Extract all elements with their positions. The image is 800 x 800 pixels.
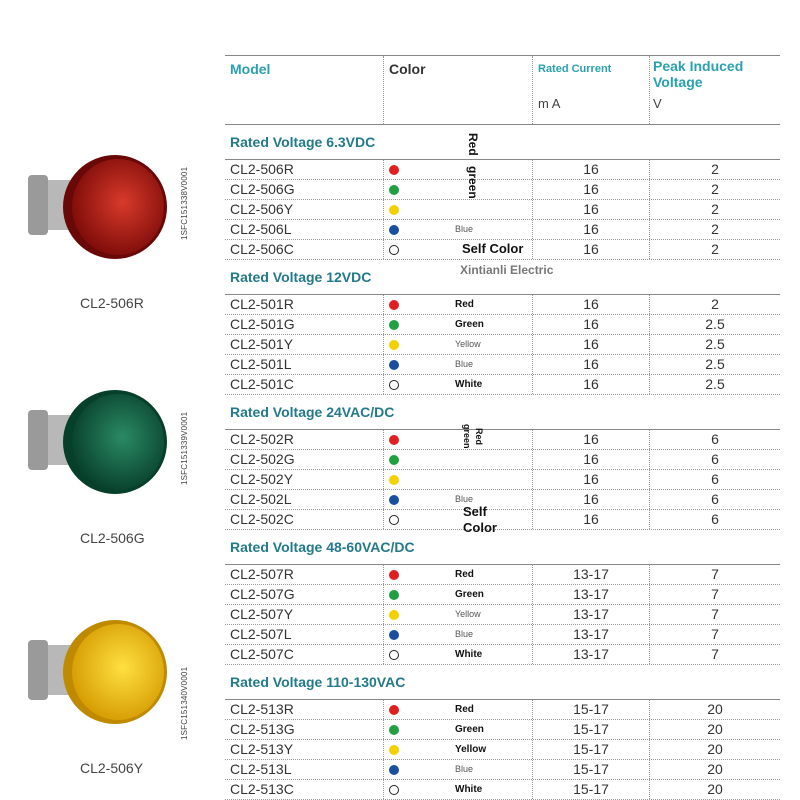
voltage-cell: 7 [711, 646, 719, 662]
current-cell: 13-17 [573, 566, 609, 582]
model-cell: CL2-507R [230, 566, 294, 582]
current-cell: 16 [583, 471, 599, 487]
column-divider [532, 295, 533, 314]
column-divider [532, 510, 533, 529]
table-row [225, 700, 780, 720]
column-divider [532, 720, 533, 739]
column-divider [383, 355, 384, 374]
table-row [225, 720, 780, 740]
color-dot-icon [389, 650, 399, 660]
color-dot-icon [389, 185, 399, 195]
product-label: CL2-506Y [80, 760, 144, 776]
column-divider [532, 180, 533, 199]
voltage-cell: 20 [707, 721, 723, 737]
product-label: CL2-506G [80, 530, 145, 546]
column-divider [532, 335, 533, 354]
current-cell: 16 [583, 201, 599, 217]
voltage-group [225, 665, 780, 800]
column-divider [532, 160, 533, 179]
column-divider [383, 490, 384, 509]
color-dot-icon [389, 435, 399, 445]
voltage-cell: 6 [711, 511, 719, 527]
column-divider [383, 760, 384, 779]
column-divider [383, 200, 384, 219]
voltage-cell: 2.5 [705, 336, 725, 352]
color-name: Blue [455, 224, 474, 234]
column-divider [383, 335, 384, 354]
table-body [225, 125, 780, 800]
overlay-self-color: Self Color [462, 241, 524, 256]
color-name: White [455, 649, 483, 660]
model-cell: CL2-507G [230, 586, 295, 602]
column-divider [532, 315, 533, 334]
voltage-group [225, 395, 780, 530]
table-row [225, 450, 780, 470]
voltage-group [225, 530, 780, 665]
column-divider [532, 220, 533, 239]
color-dot-icon [389, 630, 399, 640]
column-divider [383, 220, 384, 239]
current-cell: 16 [583, 296, 599, 312]
model-cell: CL2-501C [230, 376, 294, 392]
column-divider [383, 315, 384, 334]
current-cell: 16 [583, 316, 599, 332]
column-divider [383, 240, 384, 259]
voltage-cell: 20 [707, 701, 723, 717]
color-dot-icon [389, 570, 399, 580]
column-divider [649, 375, 650, 394]
voltage-cell: 2.5 [705, 376, 725, 392]
table-row [225, 335, 780, 355]
color-name: Green [455, 724, 484, 735]
model-cell: CL2-502L [230, 491, 292, 507]
group-title: Rated Voltage 12VDC [225, 260, 780, 295]
column-divider [383, 625, 384, 644]
model-cell: CL2-502R [230, 431, 294, 447]
column-divider [649, 510, 650, 529]
product-code: 1SFC151340V0001 [180, 666, 189, 740]
group-title: Rated Voltage 6.3VDC [225, 125, 780, 160]
color-name: Red [455, 704, 474, 715]
overlay-self-color-2a: Self [463, 504, 487, 519]
model-cell: CL2-507Y [230, 606, 294, 622]
color-name: Yellow [455, 609, 481, 619]
current-cell: 13-17 [573, 606, 609, 622]
current-cell: 15-17 [573, 761, 609, 777]
column-divider [649, 605, 650, 624]
column-divider [383, 470, 384, 489]
column-divider [532, 645, 533, 664]
column-divider [649, 585, 650, 604]
column-divider [532, 375, 533, 394]
table-row [225, 470, 780, 490]
table-row [225, 605, 780, 625]
color-dot-icon [389, 515, 399, 525]
header-rated-current-unit: m A [538, 96, 561, 111]
table-row [225, 760, 780, 780]
voltage-cell: 6 [711, 431, 719, 447]
voltage-cell: 7 [711, 586, 719, 602]
voltage-cell: 7 [711, 566, 719, 582]
column-divider [649, 355, 650, 374]
voltage-cell: 2 [711, 221, 719, 237]
column-divider [649, 700, 650, 719]
color-name: Green [455, 589, 484, 600]
color-dot-icon [389, 320, 399, 330]
model-cell: CL2-513L [230, 761, 292, 777]
voltage-cell: 20 [707, 781, 723, 797]
color-dot-icon [389, 785, 399, 795]
current-cell: 15-17 [573, 721, 609, 737]
color-dot-icon [389, 725, 399, 735]
model-cell: CL2-506C [230, 241, 294, 257]
watermark: Xintianli Electric [460, 263, 554, 277]
current-cell: 16 [583, 336, 599, 352]
column-divider [532, 760, 533, 779]
column-divider [532, 200, 533, 219]
table-row [225, 490, 780, 510]
voltage-cell: 2.5 [705, 356, 725, 372]
column-divider [649, 335, 650, 354]
model-cell: CL2-506Y [230, 201, 294, 217]
color-dot-icon [389, 610, 399, 620]
column-divider [649, 200, 650, 219]
table-row [225, 565, 780, 585]
product-code: 1SFC151339V0001 [180, 411, 189, 485]
column-divider [532, 700, 533, 719]
group-title: Rated Voltage 110-130VAC [225, 665, 780, 700]
column-divider [383, 430, 384, 449]
table-row [225, 295, 780, 315]
color-dot-icon [389, 495, 399, 505]
column-divider [532, 355, 533, 374]
color-name: White [455, 784, 483, 795]
column-divider [383, 295, 384, 314]
table-row [225, 200, 780, 220]
column-divider [649, 490, 650, 509]
column-divider [383, 180, 384, 199]
voltage-cell: 6 [711, 491, 719, 507]
model-cell: CL2-513G [230, 721, 295, 737]
table-row [225, 355, 780, 375]
column-divider [532, 490, 533, 509]
column-divider [383, 565, 384, 584]
voltage-cell: 2 [711, 181, 719, 197]
table-row [225, 430, 780, 450]
table-row [225, 180, 780, 200]
current-cell: 13-17 [573, 586, 609, 602]
model-cell: CL2-507L [230, 626, 292, 642]
model-cell: CL2-501L [230, 356, 292, 372]
header-rated-current: Rated Current [538, 63, 612, 75]
table-row [225, 220, 780, 240]
current-cell: 13-17 [573, 626, 609, 642]
column-divider [532, 625, 533, 644]
product-red [0, 130, 200, 330]
model-cell: CL2-501R [230, 296, 294, 312]
current-cell: 16 [583, 241, 599, 257]
voltage-cell: 20 [707, 761, 723, 777]
voltage-group [225, 260, 780, 395]
column-divider [649, 160, 650, 179]
column-divider [649, 450, 650, 469]
color-dot-icon [389, 225, 399, 235]
voltage-cell: 2 [711, 241, 719, 257]
model-cell: CL2-502C [230, 511, 294, 527]
column-divider [532, 240, 533, 259]
color-name: Green [455, 319, 484, 330]
color-name: Red [455, 569, 474, 580]
current-cell: 16 [583, 431, 599, 447]
column-divider [383, 375, 384, 394]
model-cell: CL2-513Y [230, 741, 294, 757]
column-divider [649, 240, 650, 259]
column-divider [649, 565, 650, 584]
column-divider [649, 645, 650, 664]
voltage-cell: 7 [711, 606, 719, 622]
voltage-cell: 2 [711, 201, 719, 217]
table-row [225, 780, 780, 800]
color-name: Blue [455, 629, 474, 639]
overlay-green-vertical-2: green [462, 424, 472, 449]
column-divider [649, 295, 650, 314]
model-cell: CL2-506R [230, 161, 294, 177]
product-code: 1SFC151338V0001 [180, 166, 189, 240]
column-divider [383, 160, 384, 179]
model-cell: CL2-502Y [230, 471, 294, 487]
current-cell: 16 [583, 356, 599, 372]
header-peak-voltage: Peak Induced Voltage [653, 58, 744, 90]
model-cell: CL2-501Y [230, 336, 294, 352]
table-row [225, 510, 780, 530]
model-cell: CL2-507C [230, 646, 294, 662]
group-title: Rated Voltage 48-60VAC/DC [225, 530, 780, 565]
model-cell: CL2-506G [230, 181, 295, 197]
current-cell: 15-17 [573, 741, 609, 757]
color-dot-icon [389, 455, 399, 465]
color-dot-icon [389, 165, 399, 175]
current-cell: 15-17 [573, 701, 609, 717]
current-cell: 16 [583, 181, 599, 197]
column-divider [532, 565, 533, 584]
overlay-green-vertical: green [466, 166, 480, 199]
current-cell: 16 [583, 376, 599, 392]
spec-table [225, 55, 780, 800]
table-header [225, 55, 780, 125]
color-dot-icon [389, 245, 399, 255]
column-divider [649, 430, 650, 449]
column-divider [649, 315, 650, 334]
current-cell: 16 [583, 491, 599, 507]
color-dot-icon [389, 380, 399, 390]
model-cell: CL2-513C [230, 781, 294, 797]
color-dot-icon [389, 745, 399, 755]
color-name: Blue [455, 494, 474, 504]
model-cell: CL2-506L [230, 221, 292, 237]
column-divider [649, 470, 650, 489]
current-cell: 16 [583, 221, 599, 237]
voltage-cell: 6 [711, 451, 719, 467]
color-dot-icon [389, 475, 399, 485]
color-dot-icon [389, 205, 399, 215]
header-model: Model [230, 61, 271, 77]
column-divider [383, 720, 384, 739]
column-divider [532, 430, 533, 449]
column-divider [532, 740, 533, 759]
table-row [225, 740, 780, 760]
color-dot-icon [389, 765, 399, 775]
column-divider [532, 470, 533, 489]
product-green [0, 365, 200, 565]
voltage-cell: 2 [711, 161, 719, 177]
column-divider [649, 720, 650, 739]
color-name: Yellow [455, 339, 481, 349]
group-title: Rated Voltage 24VAC/DC [225, 395, 780, 430]
column-divider [532, 450, 533, 469]
voltage-group [225, 125, 780, 260]
voltage-cell: 6 [711, 471, 719, 487]
voltage-cell: 2.5 [705, 316, 725, 332]
column-divider [649, 740, 650, 759]
overlay-red-vertical-2: Red [474, 428, 484, 446]
voltage-cell: 20 [707, 741, 723, 757]
column-divider [649, 780, 650, 799]
column-divider [383, 780, 384, 799]
model-cell: CL2-502G [230, 451, 295, 467]
table-row [225, 160, 780, 180]
column-divider [383, 585, 384, 604]
indicator-lamp-yellow-image [20, 610, 170, 730]
color-name: Blue [455, 359, 474, 369]
color-name: Yellow [455, 744, 487, 755]
color-dot-icon [389, 300, 399, 310]
color-name: Red [455, 299, 474, 310]
voltage-cell: 2 [711, 296, 719, 312]
column-divider [383, 645, 384, 664]
column-divider [383, 700, 384, 719]
table-row [225, 315, 780, 335]
current-cell: 16 [583, 511, 599, 527]
model-cell: CL2-513R [230, 701, 294, 717]
column-divider [383, 740, 384, 759]
column-divider [649, 180, 650, 199]
product-label: CL2-506R [80, 295, 144, 311]
header-peak-voltage-unit: V [653, 96, 662, 111]
table-row [225, 375, 780, 395]
color-name: White [455, 379, 483, 390]
color-dot-icon [389, 705, 399, 715]
column-divider [383, 605, 384, 624]
color-dot-icon [389, 340, 399, 350]
table-row [225, 625, 780, 645]
voltage-cell: 7 [711, 626, 719, 642]
column-divider [532, 605, 533, 624]
indicator-lamp-red-image [20, 145, 170, 265]
column-divider [383, 510, 384, 529]
current-cell: 16 [583, 451, 599, 467]
table-row [225, 585, 780, 605]
model-cell: CL2-501G [230, 316, 295, 332]
overlay-red-vertical: Red [466, 133, 480, 156]
color-dot-icon [389, 590, 399, 600]
table-row [225, 645, 780, 665]
column-divider [383, 450, 384, 469]
column-divider [649, 220, 650, 239]
header-color: Color [389, 61, 426, 77]
current-cell: 13-17 [573, 646, 609, 662]
current-cell: 15-17 [573, 781, 609, 797]
current-cell: 16 [583, 161, 599, 177]
column-divider [649, 625, 650, 644]
color-dot-icon [389, 360, 399, 370]
column-divider [532, 780, 533, 799]
color-name: Blue [455, 764, 474, 774]
product-yellow [0, 600, 200, 800]
overlay-self-color-2b: Color [463, 520, 497, 535]
indicator-lamp-green-image [20, 380, 170, 500]
column-divider [649, 760, 650, 779]
column-divider [532, 585, 533, 604]
